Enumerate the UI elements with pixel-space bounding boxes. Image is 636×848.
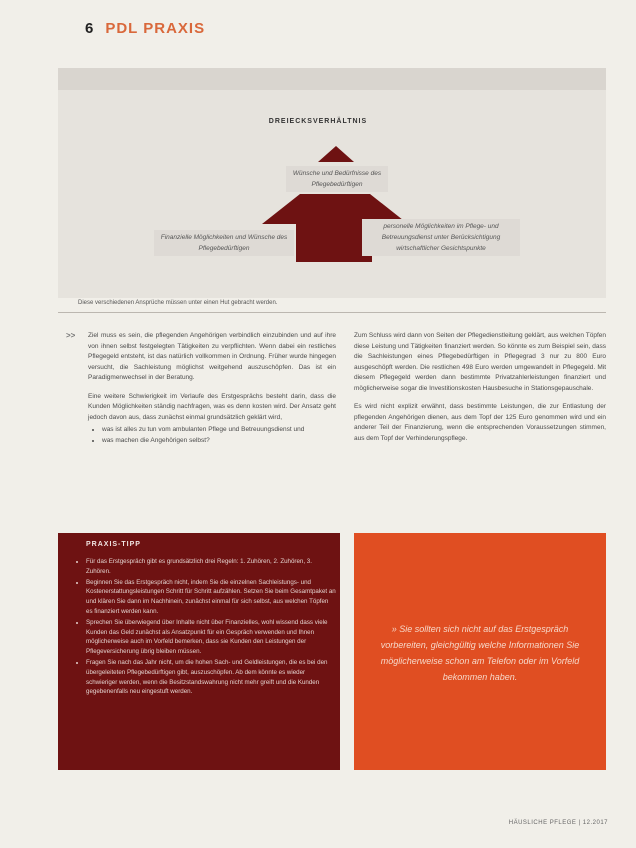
text-column-left xyxy=(88,331,336,446)
bullet-list xyxy=(88,425,336,446)
praxis-tip-box xyxy=(58,533,340,770)
tip-item: • Beginnen Sie das Erstgespräch nicht, indem Sie die einzelnen Sachleistungs- und Kostenerstattungsleistungen Schritt für Schritt aufzählen. Setzen Sie beim Gesamtpaket an und klären Sie dann im Nachhinein, zunächst einmal für sich selbst, aus welchen Töpfen es finanziert werden kann. xyxy=(86,578,336,617)
diagram-title: DREIECKSVERHÄLTNIS xyxy=(268,118,368,125)
list-item: • was ist alles zu tun vom ambulanten Pflege und Betreuungsdienst und xyxy=(102,425,336,436)
tip-item: • Sprechen Sie überwiegend über Inhalte nicht über Finanzielles, wohl wissend dass viele Kunden das Geld zunächst als Ansatzpunkt für ein Gespräch verwenden und Ihnen möglicherweise auch im Vorfeld bemerken, dass sie Kunden den Leistungen der Pflegeversicherung übrig bleiben müssen. xyxy=(86,618,336,657)
diagram-label-top: Wünsche und Bedürfnisse des Pflegebedürftigen xyxy=(286,166,388,192)
page-number: 6 xyxy=(85,20,94,37)
paragraph: Eine weitere Schwierigkeit im Verlaufe des Erstgesprächs besteht darin, dass die Kunden Möglichkeiten ständig nachfragen, was es denn kosten wird. Der Ansatz geht jedoch davon aus, dass zunächst einmal grundsätzlich geklärt wird, xyxy=(88,392,336,421)
tip-list xyxy=(72,557,336,698)
triangle-apex xyxy=(318,146,354,162)
list-item: • was machen die Angehörigen selbst? xyxy=(102,436,336,447)
diagram-label-left: Finanzielle Möglichkeiten und Wünsche des Pflegebedürftigen xyxy=(154,230,294,256)
section-title: PDL PRAXIS xyxy=(105,20,206,37)
text-column-right xyxy=(354,331,606,452)
diagram-label-right: personelle Möglichkeiten im Pflege- und Betreuungsdienst unter Berücksichtigung wirtschaftlicher Gesichtspunkte xyxy=(362,219,520,256)
paragraph: Zum Schluss wird dann von Seiten der Pflegedienstleitung geklärt, aus welchen Töpfen diese Leistung und Tätigkeiten finanziert werden. So könnte es zum Beispiel sein, dass die Sachleistungen eines Pflegebedürftigen in Pflegegrad 3 nur zu 800 Euro ausgeschöpft werden. Die restlichen 498 Euro werden umgewandelt in Pflegegeld. Mit diesem Pflegegeld werden dann bestimmte Privatzahlerleistungen finanziert und möglicherweise sogar die Investitionskosten Hausbesuche in Stationsgepauschale. xyxy=(354,332,606,392)
page-footer: HÄUSLICHE PFLEGE | 12.2017 xyxy=(508,820,608,826)
tip-item: • Für das Erstgespräch gibt es grundsätzlich drei Regeln: 1. Zuhören, 2. Zuhören, 3. Zuhören. xyxy=(86,557,336,577)
paragraph: Es wird nicht explizit erwähnt, dass bestimmte Leistungen, die zur Entlastung der pflegenden Angehörigen dienen, aus dem Topf der 125 Euro genommen wird und ein anderer Teil der Finanzierung, wenn die entsprechenden Voraussetzungen stimmen, aus dem Topf der Verhinderungspflege. xyxy=(354,403,606,442)
pull-quote-text: » Sie sollten sich nicht auf das Erstgespräch vorbereiten, gleichgültig welche Informationen Sie möglicherweise schon am Telefon oder im Vorfeld bekommen haben. xyxy=(380,624,580,682)
tip-title: PRAXIS-TIPP xyxy=(86,541,141,548)
tip-item: • Fragen Sie nach das Jahr nicht, um die hohen Sach- und Geldleistungen, die es bei den übergeleiteten Pflegebedürftigen gibt, auszuschöpfen. Ab dem könnte es wieder schwieriger werden, wenn die Besitzstandswahrung nicht mehr greift und die Kunden gegebenenfalls neu eingestuft werden. xyxy=(86,658,336,697)
pull-quote-box xyxy=(354,533,606,770)
paragraph: Ziel muss es sein, die pflegenden Angehörigen verbindlich einzubinden und auf ihre von ihnen selbst festgelegten Tätigkeiten zu verpflichten. Wenn dabei ein restliches Pflegegeld entsteht, ist das natürlich vollkommen in Ordnung. Früher wurde hingegen versucht, die Sachleistung möglichst weitgehend auszuschöpfen. Das ist ein Paradigmenwechsel in der Beratung. xyxy=(88,332,336,381)
diagram-caption: Diese verschiedenen Ansprüche müssen unter einen Hut gebracht werden. xyxy=(78,300,278,306)
divider xyxy=(58,312,606,313)
continue-arrow-icon: >> xyxy=(66,331,76,340)
